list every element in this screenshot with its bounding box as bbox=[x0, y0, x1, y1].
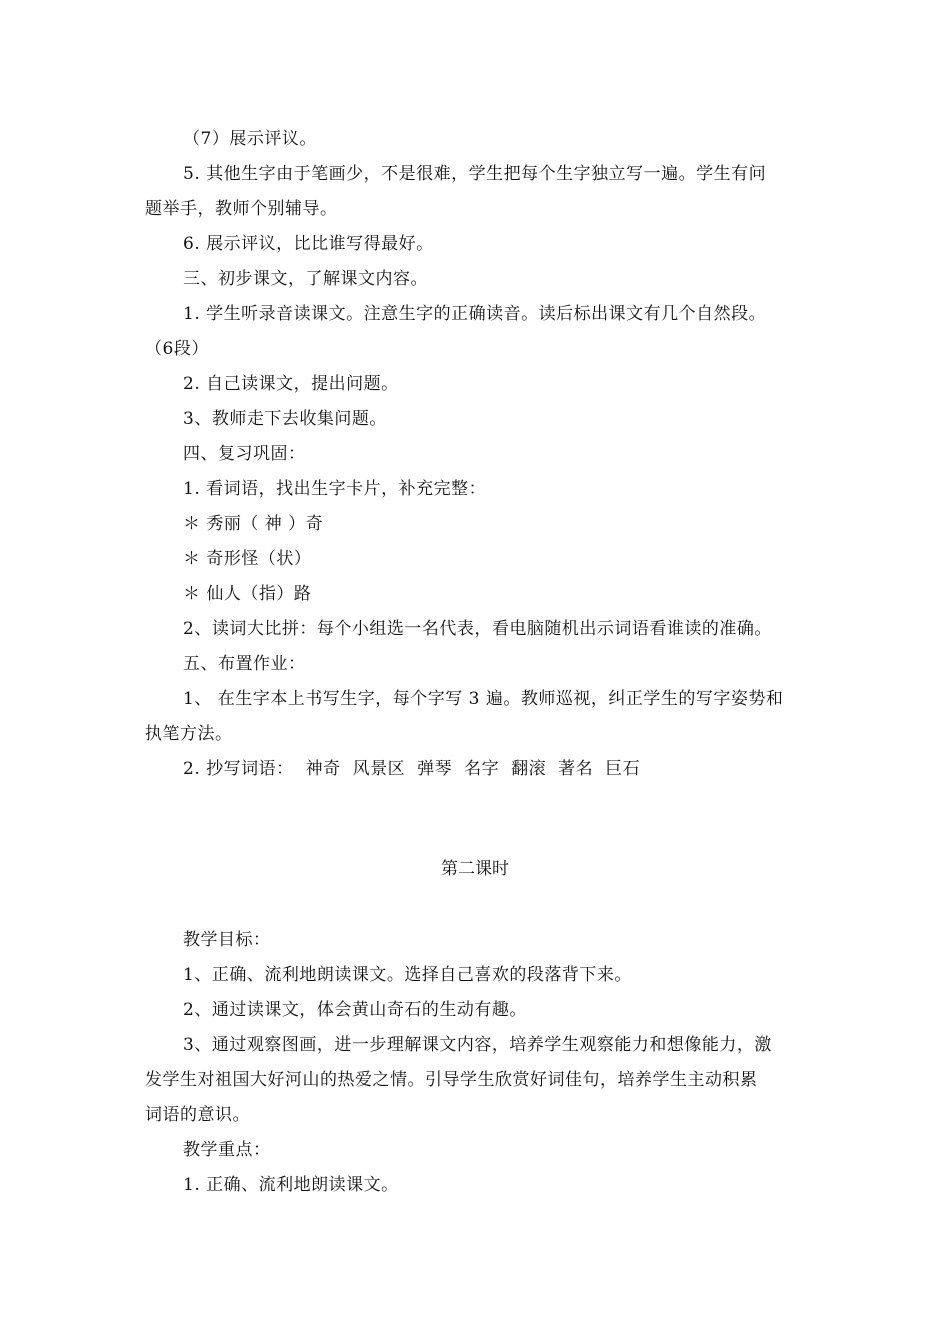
section-title-second-lesson: 第二课时 bbox=[441, 859, 509, 879]
goal-1: 1、正确、流利地朗读课文。选择自己喜欢的段落背下来。 bbox=[183, 965, 632, 985]
heading-teaching-goals: 教学目标： bbox=[183, 930, 271, 950]
goal-3-cont-1: 发学生对祖国大好河山的热爱之情。引导学生欣赏好词佳句，培养学生主动积累 bbox=[145, 1070, 758, 1090]
paragraph-word-contest: 2、读词大比拼：每个小组选一名代表，看电脑随机出示词语看谁读的准确。 bbox=[183, 619, 772, 639]
paragraph-other-characters-cont: 题举手，教师个别辅导。 bbox=[145, 199, 338, 219]
focus-1: 1. 正确、流利地朗读课文。 bbox=[183, 1175, 399, 1195]
paragraph-compare-writing: 6. 展示评议，比比谁写得最好。 bbox=[183, 234, 434, 254]
vocab-word: 著名 bbox=[558, 759, 594, 779]
list-item-word-3: ＊ 仙人（指）路 bbox=[183, 584, 312, 604]
paragraph-listen-recording: 1. 学生听录音读课文。注意生字的正确读音。读后标出课文有几个自然段。 bbox=[183, 304, 767, 324]
vocab-word: 弹琴 bbox=[417, 759, 453, 779]
paragraph-homework-1-cont: 执笔方法。 bbox=[145, 724, 233, 744]
goal-3: 3、通过观察图画，进一步理解课文内容，培养学生观察能力和想像能力，激 bbox=[183, 1035, 772, 1055]
heading-teaching-focus: 教学重点： bbox=[183, 1140, 271, 1160]
vocab-word: 巨石 bbox=[605, 759, 641, 779]
paragraph-homework-1: 1、 在生字本上书写生字，每个字写 3 遍。教师巡视，纠正学生的写字姿势和 bbox=[183, 689, 784, 709]
vocab-word: 名字 bbox=[464, 759, 500, 779]
list-item-word-1: ＊ 秀丽（ 神 ）奇 bbox=[183, 514, 324, 534]
paragraph-look-words: 1. 看词语，找出生字卡片，补充完整： bbox=[183, 479, 487, 499]
paragraph-display-review: （7）展示评议。 bbox=[183, 129, 317, 149]
paragraph-read-self: 2. 自己读课文，提出问题。 bbox=[183, 374, 399, 394]
goal-2: 2、通过读课文，体会黄山奇石的生动有趣。 bbox=[183, 1000, 527, 1020]
heading-part-four: 四、复习巩固： bbox=[183, 444, 306, 464]
heading-part-three: 三、初步课文，了解课文内容。 bbox=[183, 269, 428, 289]
vocab-word: 风景区 bbox=[352, 759, 406, 779]
paragraph-listen-recording-cont: （6段） bbox=[145, 339, 209, 359]
goal-3-cont-2: 词语的意识。 bbox=[145, 1105, 250, 1125]
vocab-word: 翻滚 bbox=[511, 759, 547, 779]
list-item-word-2: ＊ 奇形怪（状） bbox=[183, 549, 312, 569]
heading-part-five: 五、布置作业： bbox=[183, 654, 306, 674]
paragraph-homework-2 bbox=[183, 757, 652, 781]
vocab-word: 神奇 bbox=[305, 759, 341, 779]
paragraph-other-characters: 5. 其他生字由于笔画少，不是很难，学生把每个生字独立写一遍。学生有问 bbox=[183, 164, 767, 184]
homework-2-prefix: 2. 抄写词语： bbox=[183, 759, 294, 779]
paragraph-collect-questions: 3、教师走下去收集问题。 bbox=[183, 409, 387, 429]
